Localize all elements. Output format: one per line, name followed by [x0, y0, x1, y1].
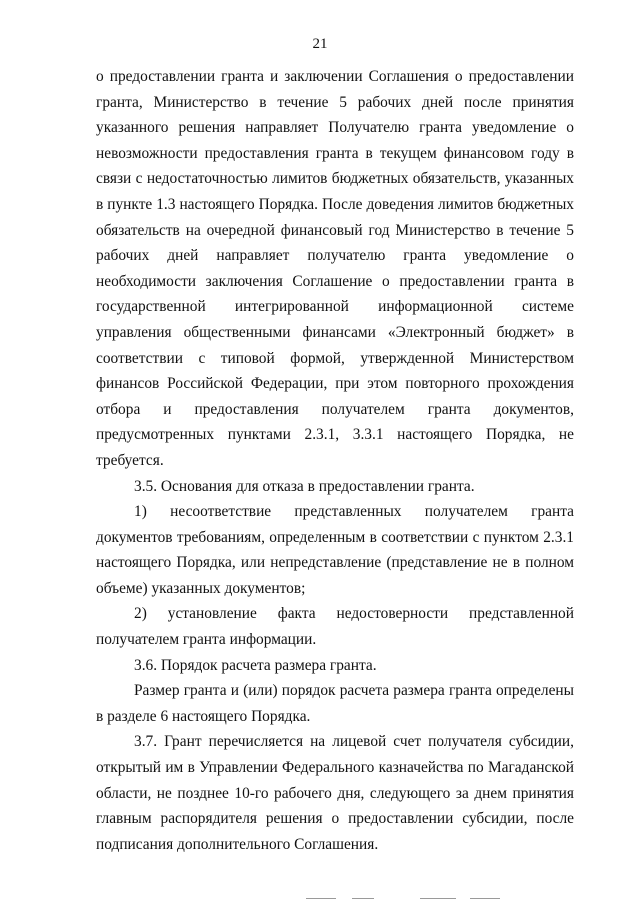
document-body [96, 64, 574, 857]
scan-footer-marks [0, 895, 640, 905]
paragraph-refusal-reason-2: 2) установление факта недостоверности представленной получателем гранта информации. [96, 605, 574, 649]
paragraph-refusal-reason-1: 1) несоответствие представленных получателем гранта документов требованиям, определенным в соответствии с пунктом 2.3.1 настоящего Порядка, или непредставление (представление не в полном объеме) указанных документов; [96, 503, 574, 597]
paragraph-grant-size: Размер гранта и (или) порядок расчета размера гранта определены в разделе 6 настоящего Порядка. [96, 682, 574, 725]
scan-mark [352, 898, 374, 899]
paragraph-continuation: о предоставлении гранта и заключении Соглашения о предоставлении гранта, Министерство в течение 5 рабочих дней после принятия указанного решения направляет Получателю гранта уведомление о невозможности предоставления гранта в текущем финансовом году в связи с недостаточностью лимитов бюджетных обязательств, указанных в пункте 1.3 настоящего Порядка. После доведения лимитов бюджетных обязательств на очередной финансовый год Министерство в течение 5 рабочих дней направляет получателю гранта уведомление о необходимости заключения Соглашение о предоставлении гранта в государственной интегрированной информационной системе управления общественными финансами «Электронный бюджет» в соответствии с типовой формой, утвержденной Министерством финансов Российской Федерации, при этом повторного прохождения отбора и предоставления получателем гранта документов, предусмотренных пунктами 2.3.1, 3.3.1 настоящего Порядка, не требуется. [96, 68, 574, 469]
paragraph-3-6-heading: 3.6. Порядок расчета размера гранта. [134, 656, 377, 674]
paragraph-3-7-transfer: 3.7. Грант перечисляется на лицевой счет получателя субсидии, открытый им в Управлении Федерального казначейства по Магаданской области, не позднее 10-го рабочего дня, следующего за днем принятия главным распорядителя решения о предоставлении субсидии, после подписания дополнительного Соглашения. [96, 733, 574, 853]
page-number: 21 [312, 36, 328, 52]
scan-mark [306, 898, 336, 899]
scan-mark [420, 898, 456, 899]
paragraph-3-5-heading: 3.5. Основания для отказа в предоставлении гранта. [134, 477, 475, 495]
scan-mark [470, 898, 500, 899]
